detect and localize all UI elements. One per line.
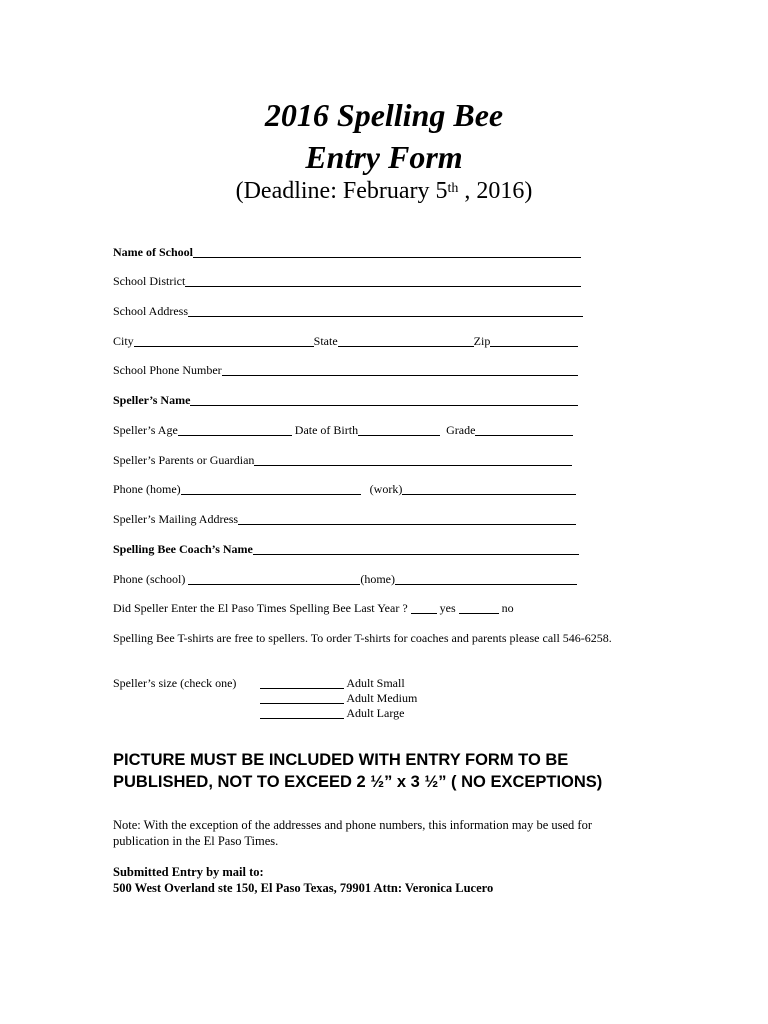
form-subtitle: Entry Form	[305, 139, 463, 175]
mailing-address-row	[113, 511, 576, 527]
size-medium-label: Adult Medium	[346, 691, 418, 705]
phone-home-label: Phone (home)	[113, 482, 181, 496]
size-small-label: Adult Small	[346, 676, 405, 690]
size-medium-blank[interactable]	[260, 692, 344, 704]
phone-home-work-row	[113, 481, 576, 497]
date-of-birth-label: Date of Birth	[294, 423, 359, 437]
date-of-birth-field[interactable]	[358, 424, 440, 436]
deadline-suffix: , 2016)	[458, 178, 533, 204]
phone-work-label: (work)	[369, 482, 403, 496]
phone-home2-label: (home)	[360, 572, 395, 586]
form-title: 2016 Spelling Bee	[264, 97, 504, 133]
grade-field[interactable]	[475, 424, 573, 436]
city-label: City	[113, 334, 134, 348]
school-district-row	[113, 273, 581, 289]
picture-notice-line1: PICTURE MUST BE INCLUDED WITH ENTRY FORM TO BE	[113, 751, 569, 769]
size-option-large	[260, 705, 404, 721]
deadline	[0, 176, 768, 206]
size-label: Speller’s size (check one)	[113, 676, 237, 690]
phone-school-field[interactable]	[188, 573, 360, 585]
speller-age-label: Speller’s Age	[113, 423, 178, 437]
phone-home-field[interactable]	[181, 483, 361, 495]
mailing-address-field[interactable]	[238, 513, 576, 525]
coach-name-row	[113, 541, 579, 557]
size-small-blank[interactable]	[260, 677, 344, 689]
submit-heading: Submitted Entry by mail to:	[113, 865, 264, 879]
last-year-question: Did Speller Enter the El Paso Times Spelling Bee Last Year ?	[113, 601, 408, 615]
parents-guardian-row	[113, 452, 572, 468]
state-label: State	[313, 334, 338, 348]
school-name-field[interactable]	[193, 246, 581, 258]
phone-home2-field[interactable]	[395, 573, 577, 585]
size-large-blank[interactable]	[260, 707, 344, 719]
school-phone-label: School Phone Number	[113, 363, 222, 377]
size-large-label: Adult Large	[346, 706, 405, 720]
phone-work-field[interactable]	[402, 483, 576, 495]
picture-notice-line2: PUBLISHED, NOT TO EXCEED 2 ½” x 3 ½” ( NO EXCEPTIONS)	[113, 773, 603, 791]
grade-label: Grade	[446, 423, 476, 437]
school-phone-field[interactable]	[222, 364, 578, 376]
note-line2: publication in the El Paso Times.	[113, 834, 279, 848]
parents-guardian-label: Speller’s Parents or Guardian	[113, 453, 255, 467]
yes-label: yes	[439, 601, 456, 615]
speller-name-label: Speller’s Name	[113, 393, 191, 407]
school-district-field[interactable]	[185, 275, 581, 287]
speller-name-field[interactable]	[190, 394, 578, 406]
school-name-row	[113, 244, 581, 260]
mailing-address-label: Speller’s Mailing Address	[113, 512, 239, 526]
school-address-field[interactable]	[188, 305, 583, 317]
size-option-medium	[260, 690, 417, 706]
speller-name-row	[113, 392, 578, 408]
size-option-small	[260, 675, 405, 691]
coach-name-label: Spelling Bee Coach’s Name	[113, 542, 253, 556]
parents-guardian-field[interactable]	[254, 454, 572, 466]
city-field[interactable]	[134, 335, 314, 347]
state-field[interactable]	[338, 335, 474, 347]
city-state-zip-row	[113, 333, 578, 349]
school-district-label: School District	[113, 274, 186, 288]
school-name-label: Name of School	[113, 245, 193, 259]
deadline-prefix: (Deadline: February 5	[235, 178, 448, 204]
age-dob-grade-row	[113, 422, 573, 438]
phone-school-home-row	[113, 571, 577, 587]
no-label: no	[501, 601, 514, 615]
last-year-row	[113, 600, 514, 616]
submit-address: 500 West Overland ste 150, El Paso Texas, 79901 Attn: Veronica Lucero	[113, 881, 494, 895]
no-blank[interactable]	[459, 602, 499, 614]
note-line1: Note: With the exception of the addresses and phone numbers, this information may be used for	[113, 818, 593, 832]
school-phone-row	[113, 362, 578, 378]
yes-blank[interactable]	[411, 602, 437, 614]
speller-age-field[interactable]	[178, 424, 292, 436]
zip-label: Zip	[473, 334, 491, 348]
school-address-row	[113, 303, 583, 319]
school-address-label: School Address	[113, 304, 188, 318]
tshirt-note: Spelling Bee T-shirts are free to spellers. To order T-shirts for coaches and parents please call 546-6258.	[113, 631, 612, 645]
zip-field[interactable]	[490, 335, 578, 347]
deadline-superscript: th	[447, 181, 459, 196]
phone-school-label: Phone (school)	[113, 572, 186, 586]
coach-name-field[interactable]	[253, 543, 579, 555]
